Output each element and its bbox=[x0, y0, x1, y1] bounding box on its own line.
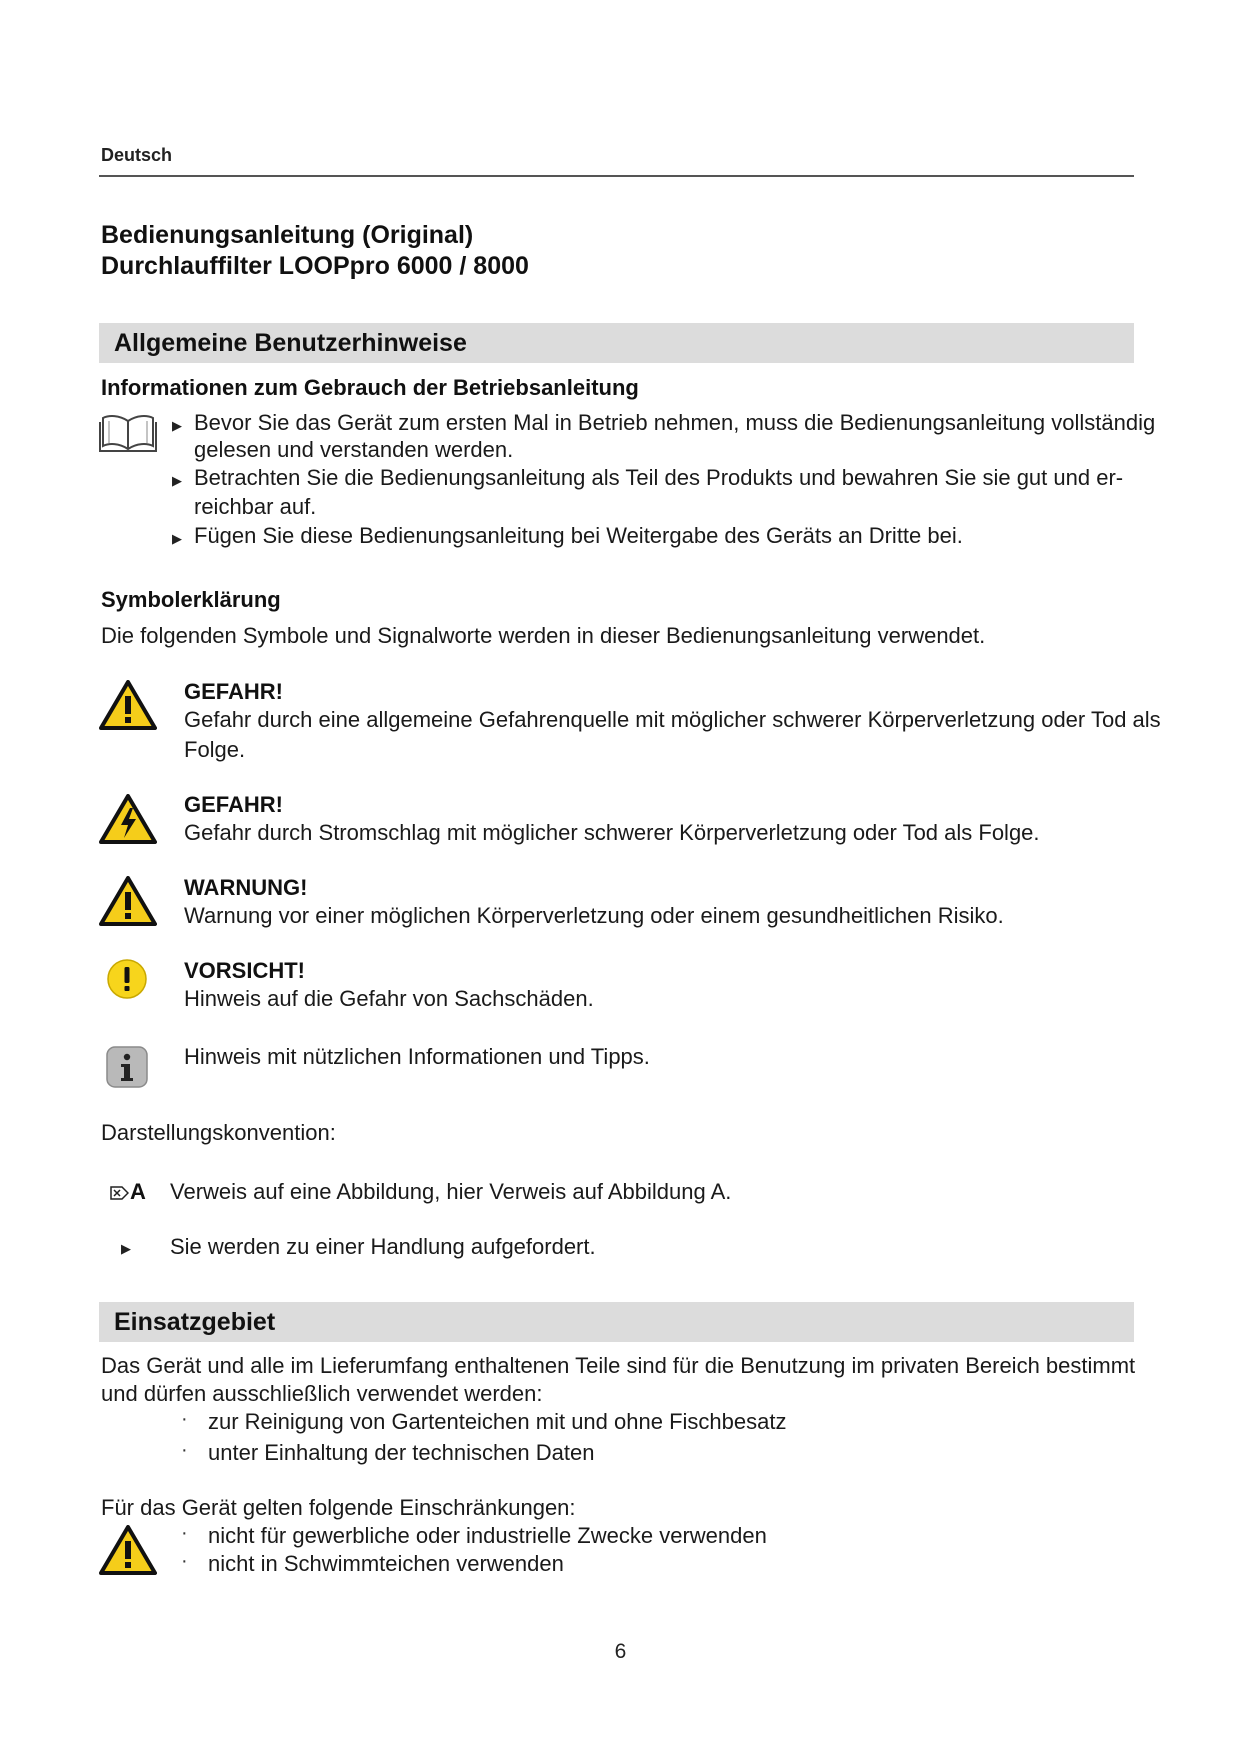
page-number: 6 bbox=[614, 1640, 627, 1663]
info-text: Hinweis mit nützlichen Informationen und Tipps. bbox=[184, 1044, 650, 1069]
subheading-symbols: Symbolerklärung bbox=[101, 587, 281, 612]
instruction-3: Fügen Sie diese Bedienungsanleitung bei Weitergabe des Geräts an Dritte bei. bbox=[194, 523, 963, 548]
bullet-arrow-icon: ▶ bbox=[172, 473, 182, 488]
use-item-2: unter Einhaltung der technischen Daten bbox=[208, 1440, 595, 1465]
signal-word-danger: GEFAHR! bbox=[184, 679, 283, 704]
subheading-usage-info: Informationen zum Gebrauch der Betriebsanleitung bbox=[101, 375, 639, 400]
list-dot: · bbox=[181, 1522, 188, 1544]
figure-reference-text: Verweis auf eine Abbildung, hier Verweis auf Abbildung A. bbox=[170, 1179, 732, 1204]
info-icon bbox=[106, 1046, 148, 1093]
danger-electric-text: Gefahr durch Stromschlag mit möglicher schwerer Körperverletzung oder Tod als Folge. bbox=[184, 820, 1040, 845]
instruction-1-line-1: Bevor Sie das Gerät zum ersten Mal in Betrieb nehmen, muss die Bedienungsanleitung vollständig bbox=[194, 410, 1156, 435]
conventions-heading: Darstellungskonvention: bbox=[101, 1120, 336, 1145]
figure-reference-icon bbox=[110, 1185, 129, 1206]
signal-word-warning: WARNUNG! bbox=[184, 875, 308, 900]
instruction-2-line-2: reichbar auf. bbox=[194, 494, 317, 519]
warning-text: Warnung vor einer möglichen Körperverletzung oder einem gesundheitlichen Risiko. bbox=[184, 903, 1004, 928]
caution-circle-icon bbox=[106, 958, 148, 1005]
action-text: Sie werden zu einer Handlung aufgefordert. bbox=[170, 1234, 596, 1259]
electric-shock-icon bbox=[99, 794, 157, 849]
language-label: Deutsch bbox=[101, 145, 173, 165]
application-intro-line-2: und dürfen ausschließlich verwendet werden: bbox=[101, 1381, 543, 1406]
figure-reference-label: A bbox=[130, 1179, 146, 1204]
section-heading-general-text: Allgemeine Benutzerhinweise bbox=[114, 329, 467, 357]
restrictions-heading: Für das Gerät gelten folgende Einschränkungen: bbox=[101, 1495, 576, 1520]
document-title bbox=[101, 220, 529, 282]
instruction-1-line-2: gelesen und verstanden werden. bbox=[194, 437, 514, 462]
signal-word-caution: VORSICHT! bbox=[184, 958, 305, 983]
warning-triangle-icon bbox=[99, 876, 157, 931]
action-arrow-icon: ▶ bbox=[121, 1241, 131, 1256]
bullet-arrow-icon: ▶ bbox=[172, 531, 182, 546]
general-danger-icon bbox=[99, 680, 157, 735]
warning-triangle-icon bbox=[99, 1525, 157, 1580]
caution-text: Hinweis auf die Gefahr von Sachschäden. bbox=[184, 986, 594, 1011]
danger-general-text-line-2: Folge. bbox=[184, 737, 246, 762]
use-item-1: zur Reinigung von Gartenteichen mit und ohne Fischbesatz bbox=[208, 1409, 787, 1434]
section-heading-application bbox=[99, 1302, 1134, 1342]
signal-word-danger: GEFAHR! bbox=[184, 792, 283, 817]
application-intro-line-1: Das Gerät und alle im Lieferumfang enthaltenen Teile sind für die Benutzung im privaten Bereich bestimmt bbox=[101, 1353, 1136, 1378]
instruction-2-line-1: Betrachten Sie die Bedienungsanleitung als Teil des Produkts und bewahren Sie sie gut und er- bbox=[194, 465, 1124, 490]
title-line-2: Durchlauffilter LOOPpro 6000 / 8000 bbox=[101, 252, 529, 280]
title-line-1: Bedienungsanleitung (Original) bbox=[101, 221, 474, 249]
restriction-item-1: nicht für gewerbliche oder industrielle Zwecke verwenden bbox=[208, 1523, 767, 1548]
list-dot: · bbox=[181, 1439, 188, 1461]
restriction-item-2: nicht in Schwimmteichen verwenden bbox=[208, 1551, 564, 1576]
bullet-arrow-icon: ▶ bbox=[172, 418, 182, 433]
manual-book-icon bbox=[99, 413, 157, 458]
list-dot: · bbox=[181, 1550, 188, 1572]
symbols-intro: Die folgenden Symbole und Signalworte werden in dieser Bedienungsanleitung verwendet. bbox=[101, 623, 986, 648]
list-dot: · bbox=[181, 1408, 188, 1430]
section-heading-application-text: Einsatzgebiet bbox=[114, 1308, 276, 1336]
header-divider bbox=[99, 175, 1134, 177]
danger-general-text-line-1: Gefahr durch eine allgemeine Gefahrenquelle mit möglicher schwerer Körperverletzung oder Tod als bbox=[184, 707, 1161, 732]
section-heading-general bbox=[99, 323, 1134, 363]
